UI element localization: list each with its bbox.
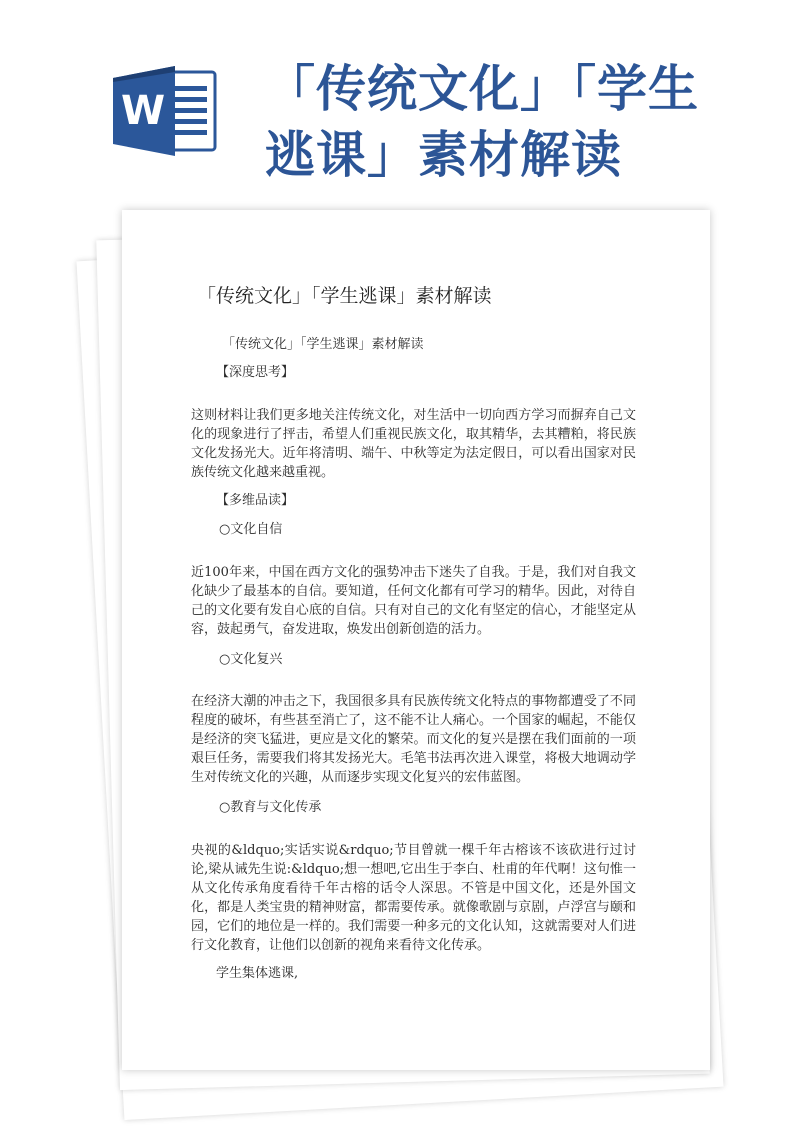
paragraph-cultural-confidence: 近100年来，中国在西方文化的强势冲击下迷失了自我。于是，我们对自我文化缺少了最基本的自信。要知道，任何文化都有可学习的精华。因此，对待自己的文化要有发自心底的自信。只有对自己的文化有坚定的信心，才能坚定从容，鼓起勇气，奋发进取，焕发出创新创造的活力。: [191, 565, 636, 637]
bullet-education-heritage: ○教育与文化传承: [219, 800, 322, 815]
bullet-cultural-revival: ○文化复兴: [219, 652, 283, 667]
section-heading-multi: 【多维品读】: [216, 493, 295, 508]
paragraph-intro: 这则材料让我们更多地关注传统文化，对生活中一切向西方学习而摒弃自己文化的现象进行了抨击，希望人们重视民族文化，取其精华，去其糟粕，将民族文化发扬光大。近年将清明、端午、中秋等定为法定假日，可以看出国家对民族传统文化越来越重视。: [191, 408, 636, 480]
document-subtitle: 「传统文化」「学生逃课」素材解读: [222, 337, 424, 352]
word-logo-letter: W: [120, 88, 166, 134]
paragraph-cultural-revival: 在经济大潮的冲击之下，我国很多具有民族传统文化特点的事物都遭受了不同程度的破坏，有些甚至消亡了，这不能不让人痛心。一个国家的崛起，不能仅是经济的突飞猛进，更应是文化的繁荣。而文化的复兴是摆在我们面前的一项艰巨任务，需要我们将其发扬光大。毛笔书法再次进入课堂，将极大地调动学生对传统文化的兴趣，从而逐步实现文化复兴的宏伟蓝图。: [191, 694, 636, 785]
paragraph-education-heritage: 央视的&ldquo;实话实说&rdquo;节目曾就一棵千年古榕该不该砍进行过讨论,梁从诫先生说:&ldquo;想一想吧,它出生于李白、杜甫的年代啊！这句惟一从文化传承角度看待千年古榕的话令人深思。不管是中国文化，还是外国文化，都是人类宝贵的精神财富，都需要传承。就像歌剧与京剧，卢浮宫与颐和园，它们的地位是一样的。我们需要一种多元的文化认知，这就需要对人们进行文化教育，让他们以创新的视角来看待文化传承。: [191, 843, 636, 953]
page-title: 「传统文化」「学生逃课」素材解读: [265, 60, 699, 184]
document-title: 「传统文化」「学生逃课」素材解读: [197, 285, 492, 307]
paragraph-student-truancy: 学生集体逃课,: [216, 966, 299, 981]
bullet-cultural-confidence: ○文化自信: [219, 522, 283, 537]
section-heading-depth: 【深度思考】: [216, 365, 295, 380]
